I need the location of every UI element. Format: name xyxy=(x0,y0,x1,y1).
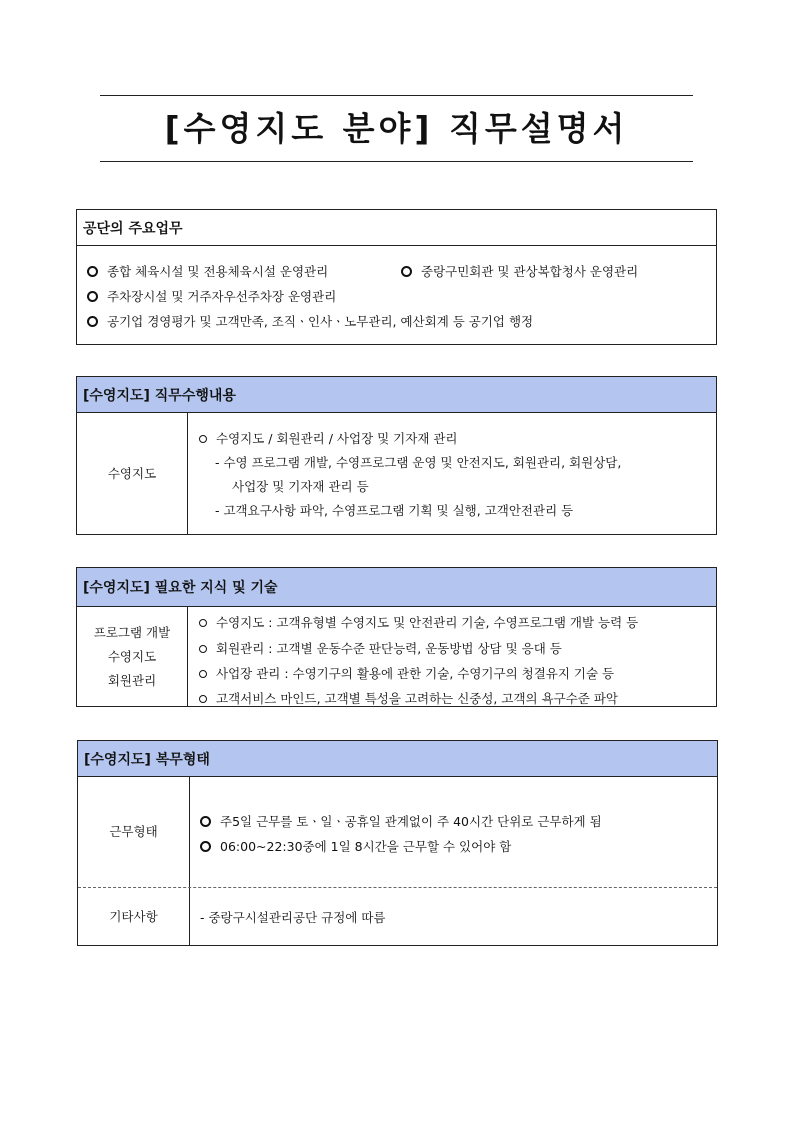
work-header: [수영지도] 복무형태 xyxy=(78,741,717,777)
circle-bullet-icon xyxy=(199,695,207,703)
circle-bullet-icon xyxy=(199,435,207,443)
duty-item: 주차장시설 및 거주자우선주차장 운영관리 xyxy=(87,287,336,305)
work-item: 주5일 근무를 토ㆍ일ㆍ공휴일 관계없이 주 40시간 단위로 근무하게 됨 xyxy=(200,812,602,830)
duties-header: 공단의 주요업무 xyxy=(77,210,716,246)
duty-item: 중랑구민회관 및 관상복합청사 운영관리 xyxy=(401,262,638,280)
duties-section xyxy=(76,209,717,345)
title-block xyxy=(100,95,693,162)
circle-bullet-icon xyxy=(87,316,98,327)
task-line: 수영지도 / 회원관리 / 사업장 및 기자재 관리 xyxy=(199,429,458,447)
circle-bullet-icon xyxy=(200,816,211,827)
skills-left-label: 회원관리 xyxy=(107,672,157,688)
work-row1-label: 근무형태 xyxy=(109,824,158,839)
task-line: 사업장 및 기자재 관리 등 xyxy=(232,479,369,494)
tasks-header: [수영지도] 직무수행내용 xyxy=(77,377,716,413)
skills-left-label: 수영지도 xyxy=(107,648,157,664)
circle-bullet-icon xyxy=(199,670,207,678)
duty-item: 공기업 경영평가 및 고객만족, 조직ㆍ인사ㆍ노무관리, 예산회계 등 공기업 행정 xyxy=(87,312,533,330)
skill-item: 사업장 관리 : 수영기구의 활용에 관한 기술, 수영기구의 청결유지 기술 등 xyxy=(199,664,614,682)
work-row2-left-cell xyxy=(78,888,190,945)
skills-left-label: 프로그램 개발 xyxy=(93,624,171,640)
work-item: 06:00~22:30중에 1일 8시간을 근무할 수 있어야 함 xyxy=(200,837,511,855)
circle-bullet-icon xyxy=(87,266,98,277)
work-row2-text: - 중랑구시설관리공단 규정에 따름 xyxy=(200,910,386,925)
task-line: - 수영 프로그램 개발, 수영프로그램 운영 및 안전지도, 회원관리, 회원상담, xyxy=(215,455,622,470)
skills-header: [수영지도] 필요한 지식 및 기술 xyxy=(77,568,716,607)
work-section xyxy=(77,740,718,946)
page-title: [수영지도 분야] 직무설명서 xyxy=(164,109,629,148)
circle-bullet-icon xyxy=(87,291,98,302)
tasks-left-cell xyxy=(77,413,188,534)
circle-bullet-icon xyxy=(199,645,207,653)
duty-item: 종합 체육시설 및 전용체육시설 운영관리 xyxy=(87,262,328,280)
work-row1-left-cell xyxy=(78,777,190,887)
skill-item: 수영지도 : 고객유형별 수영지도 및 안전관리 기술, 수영프로그램 개발 능력 등 xyxy=(199,613,638,631)
tasks-left-label: 수영지도 xyxy=(107,465,157,481)
circle-bullet-icon xyxy=(199,619,207,627)
skills-left-cell xyxy=(77,607,188,706)
skills-section xyxy=(76,567,717,707)
tasks-section xyxy=(76,376,717,535)
circle-bullet-icon xyxy=(401,266,412,277)
circle-bullet-icon xyxy=(200,841,211,852)
work-row2-label: 기타사항 xyxy=(109,908,158,924)
skill-item: 회원관리 : 고객별 운동수준 판단능력, 운동방법 상담 및 응대 등 xyxy=(199,639,562,657)
task-line: - 고객요구사항 파악, 수영프로그램 기획 및 실행, 고객안전관리 등 xyxy=(215,503,574,518)
skill-item: 고객서비스 마인드, 고객별 특성을 고려하는 신중성, 고객의 욕구수준 파악 xyxy=(199,689,618,707)
